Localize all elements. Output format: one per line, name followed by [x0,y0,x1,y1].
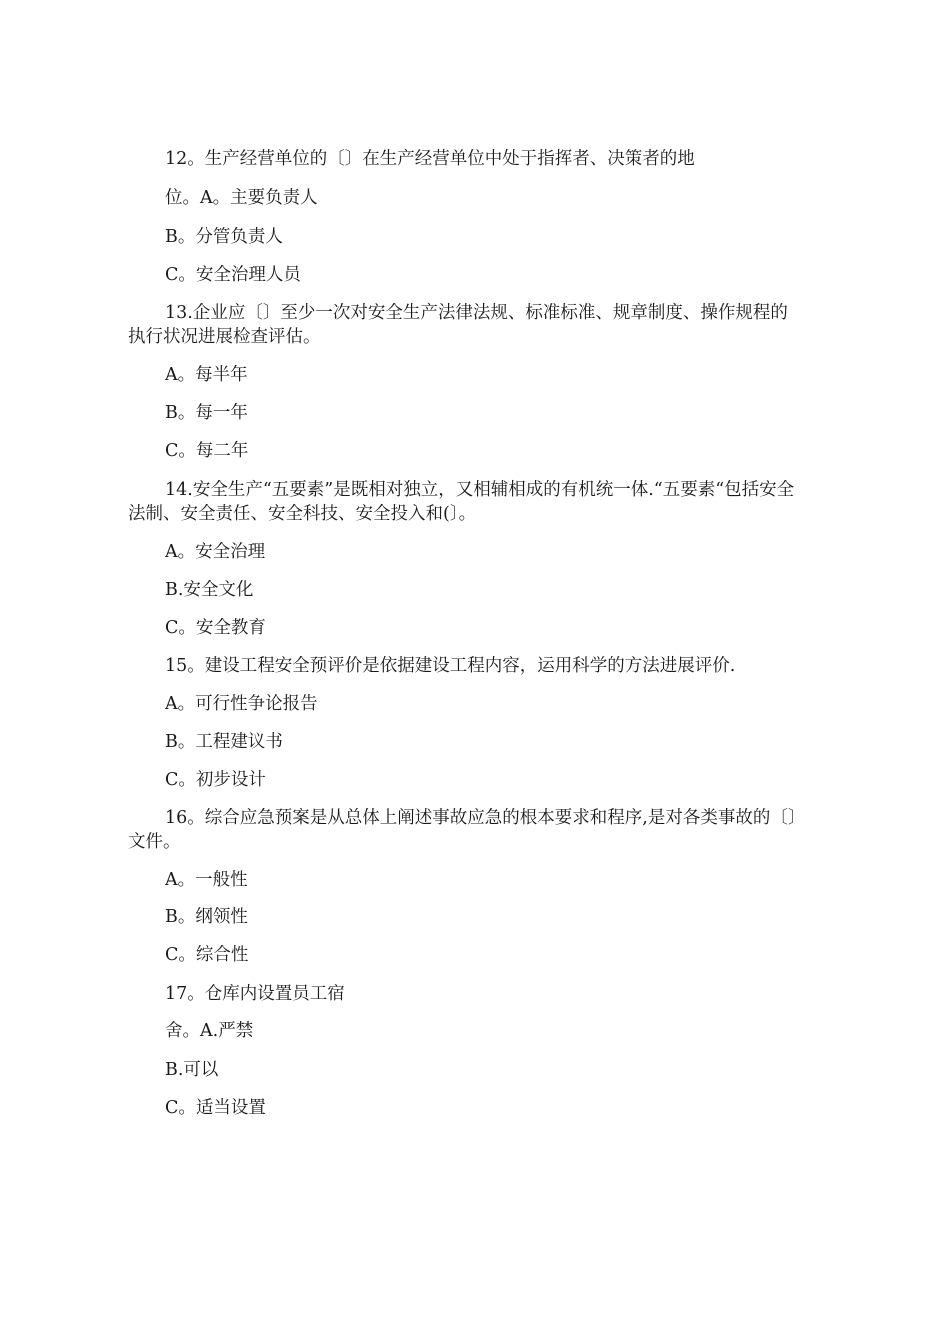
q17-stem-line1: 17。仓库内设置员工宿 [165,984,345,1004]
q14-option-c: C。安全教育 [165,618,266,638]
q14-stem-line2: 法制、安全责任、安全科技、安全投入和(〕。 [128,504,477,524]
q15-option-b: B。工程建议书 [165,732,283,752]
q13-option-a: A。每半年 [165,365,248,385]
q13-stem-line1: 13.企业应〔〕至少一次对安全生产法律法规、标准标准、规章制度、操作规程的 [165,303,788,323]
q16-stem-line1: 16。综合应急预案是从总体上阐述事故应急的根本要求和程序,是对各类事故的〔〕 [165,808,806,828]
q12-option-c: C。安全治理人员 [165,265,301,285]
q15-stem: 15。建设工程安全预评价是依据建设工程内容，运用科学的方法进展评价. [165,656,736,676]
q16-option-a: A。一般性 [165,870,248,890]
q16-option-c: C。综合性 [165,945,249,965]
q15-option-a: A。可行性争论报告 [165,694,318,714]
q12-stem-line2-option-a: 位。A。主要负责人 [165,188,318,208]
q13-option-c: C。每二年 [165,441,249,461]
q12-stem-line1: 12。生产经营单位的〔〕在生产经营单位中处于指挥者、决策者的地 [165,149,695,169]
q13-stem-line2: 执行状况进展检查评估。 [128,327,321,347]
q17-option-c: C。适当设置 [165,1098,266,1118]
q13-option-b: B。每一年 [165,403,248,423]
q16-stem-line2: 文件。 [128,832,181,852]
q17-option-b: B.可以 [165,1060,219,1080]
q15-option-c: C。初步设计 [165,770,266,790]
q12-option-b: B。分管负责人 [165,227,283,247]
q14-option-b: B.安全文化 [165,580,254,600]
q14-option-a: A。安全治理 [165,542,266,562]
q16-option-b: B。纲领性 [165,907,248,927]
q17-stem-line2-option-a: 舍。A.严禁 [165,1021,254,1041]
q14-stem-line1: 14.安全生产“五要素”是既相对独立，又相辅相成的有机统一体.“五要素“包括安全 [165,480,795,500]
